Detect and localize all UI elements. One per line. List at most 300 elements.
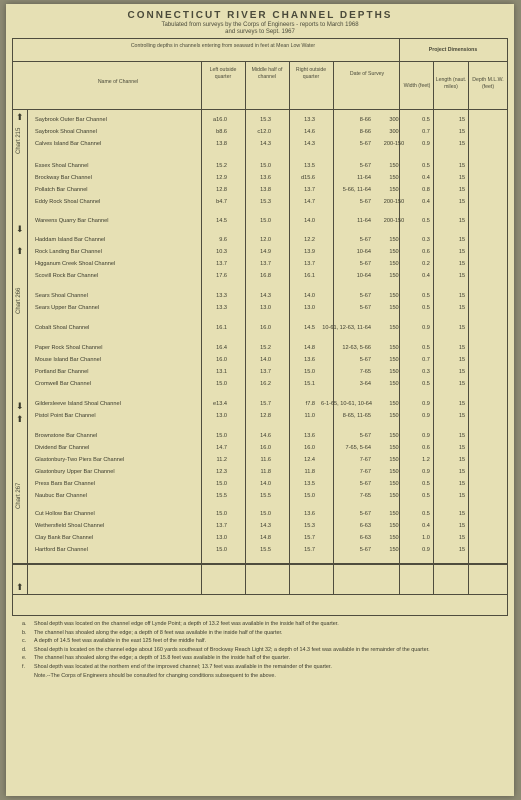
footnote-key: c. — [22, 638, 27, 645]
left-quarter-depth: 15.0 — [216, 433, 227, 439]
survey-date: 12-63, 5-66 — [342, 345, 371, 351]
footnote-text: Shoal depth was located on the channel edge off Lynde Point; a depth of 13.2 feet was available in the inside half of the quarter. — [34, 621, 339, 627]
table-row — [13, 411, 493, 422]
middle-half-depth: 16.0 — [260, 325, 271, 331]
left-quarter-header: Left outside quarter — [209, 67, 237, 80]
right-quarter-header: Right outside quarter — [295, 67, 327, 80]
page-title: CONNECTICUT RIVER CHANNEL DEPTHS — [127, 10, 393, 21]
footnote — [20, 637, 500, 646]
project-length: 0.5 — [422, 305, 430, 311]
right-quarter-depth: 13.7 — [304, 261, 315, 267]
survey-date: 5-67 — [359, 237, 371, 243]
survey-date: 7-65 — [359, 493, 371, 499]
project-length: 0.6 — [422, 249, 430, 255]
project-length: 1.2 — [422, 457, 430, 463]
footnote-text: Note.--The Corps of Engineers should be consulted for changing conditions subsequent to the above. — [34, 672, 276, 679]
left-quarter-depth: 9.6 — [219, 237, 227, 243]
project-width: 150 — [389, 305, 399, 311]
upstream-arrow-icon: ⬆ — [16, 112, 24, 122]
left-quarter-depth: 13.7 — [216, 261, 227, 267]
project-length: 0.4 — [422, 175, 430, 181]
project-width: 150 — [389, 237, 399, 243]
left-quarter-depth: 13.0 — [216, 535, 227, 541]
project-depth: 15 — [458, 493, 466, 499]
right-quarter-depth: 14.7 — [304, 199, 315, 205]
project-depth: 15 — [458, 345, 466, 351]
middle-half-depth: 16.8 — [260, 273, 271, 279]
subtitle-2: and surveys to Sept. 1967 — [225, 29, 295, 35]
project-length: 0.5 — [422, 511, 430, 517]
middle-half-depth: 12.8 — [260, 413, 271, 419]
middle-half-depth: 15.3 — [260, 117, 271, 123]
project-depth: 15 — [458, 305, 466, 311]
right-quarter-depth: 13.7 — [304, 187, 315, 193]
survey-date: 8-65, 11-65 — [342, 413, 371, 419]
table-row — [13, 323, 493, 334]
project-width: 150 — [389, 261, 399, 267]
survey-date: 11-64 — [357, 175, 371, 181]
project-width: 150 — [389, 493, 399, 499]
middle-half-depth: 14.8 — [260, 535, 271, 541]
project-width: 300 — [389, 129, 399, 135]
left-quarter-depth: 13.3 — [216, 293, 227, 299]
channel-name: Brockway Bar Channel — [35, 175, 92, 181]
table-row — [13, 173, 493, 184]
footnotes — [20, 620, 500, 680]
right-quarter-depth: f7.8 — [305, 401, 315, 407]
survey-date: 6-1-65, 10-61, 10-64 — [321, 401, 372, 407]
table-bottom-line — [13, 594, 507, 595]
project-depth: 15 — [458, 413, 466, 419]
project-length: 0.4 — [422, 273, 430, 279]
channel-name: Hartford Bar Channel — [35, 547, 88, 553]
middle-half-depth: 12.0 — [260, 237, 271, 243]
right-quarter-depth: 12.2 — [304, 237, 315, 243]
survey-date: 8-66 — [359, 129, 371, 135]
depth-table — [12, 38, 508, 616]
right-quarter-depth: 12.4 — [304, 457, 315, 463]
middle-half-depth: 14.0 — [260, 481, 271, 487]
project-width: 150 — [389, 523, 399, 529]
survey-date: 5-67 — [359, 199, 371, 205]
footnote-text: Shoal depth was located at the northern end of the improved channel; 13.7 feet was available in the remainder of the quarter. — [34, 663, 332, 670]
right-quarter-depth: 14.8 — [304, 345, 315, 351]
project-length: 0.3 — [422, 237, 430, 243]
channel-name: Sears Upper Bar Channel — [35, 305, 100, 311]
middle-half-depth: 15.2 — [260, 345, 271, 351]
table-row — [13, 521, 493, 532]
right-quarter-depth: 15.7 — [304, 547, 315, 553]
project-width: 200-150 — [383, 218, 405, 224]
right-quarter-depth: 13.0 — [304, 305, 315, 311]
project-depth: 15 — [458, 535, 466, 541]
left-quarter-depth: 13.1 — [216, 369, 227, 375]
project-width: 150 — [389, 547, 399, 553]
depth-header: Depth M.L.W. (feet) — [472, 77, 504, 90]
channel-name: Calves Island Bar Channel — [35, 141, 102, 147]
left-quarter-depth: 15.0 — [216, 511, 227, 517]
left-quarter-depth: 15.0 — [216, 547, 227, 553]
project-depth: 15 — [458, 511, 466, 517]
project-depth: 15 — [458, 293, 466, 299]
project-width: 150 — [389, 175, 399, 181]
downstream-arrow-icon: ⬇ — [16, 401, 24, 411]
middle-half-depth: 16.0 — [260, 445, 271, 451]
survey-date: 7-65, 5-64 — [345, 445, 371, 451]
chart-label-266: Chart 266 — [16, 287, 22, 314]
table-row — [13, 185, 493, 196]
left-quarter-depth: 16.4 — [216, 345, 227, 351]
project-depth: 15 — [458, 369, 466, 375]
project-length: 0.2 — [422, 261, 430, 267]
project-width: 150 — [389, 381, 399, 387]
project-width: 150 — [389, 345, 399, 351]
table-row — [13, 161, 493, 172]
footnote-text: A depth of 14.5 feet was available in the east 125 feet of the middle half. — [34, 638, 207, 645]
table-row — [13, 112, 493, 126]
footnote — [20, 672, 500, 681]
channel-name: Glastonbury Upper Bar Channel — [35, 469, 115, 475]
width-header: Width (feet) — [403, 83, 431, 89]
left-quarter-depth: 15.5 — [216, 493, 227, 499]
middle-half-depth: 11.8 — [260, 469, 271, 475]
left-quarter-depth: 11.2 — [216, 457, 227, 463]
project-depth: 15 — [458, 469, 466, 475]
table-row — [13, 545, 493, 556]
left-quarter-depth: 12.8 — [216, 187, 227, 193]
right-quarter-depth: 13.5 — [304, 481, 315, 487]
left-quarter-depth: 14.5 — [216, 218, 227, 224]
survey-date: 5-67 — [359, 433, 371, 439]
right-quarter-depth: 13.6 — [304, 511, 315, 517]
middle-half-depth: 13.8 — [260, 187, 271, 193]
table-row — [13, 259, 493, 270]
right-quarter-depth: 14.3 — [304, 141, 315, 147]
channel-name: Portland Bar Channel — [35, 369, 89, 375]
right-quarter-depth: 15.0 — [304, 369, 315, 375]
left-quarter-depth: 17.6 — [216, 273, 227, 279]
table-row — [13, 197, 493, 208]
channel-name: Dividend Bar Channel — [35, 445, 90, 451]
project-width: 200-150 — [383, 199, 405, 205]
left-quarter-depth: 12.3 — [216, 469, 227, 475]
middle-half-depth: 16.2 — [260, 381, 271, 387]
project-length: 0.8 — [422, 187, 430, 193]
chart-label-267: Chart 267 — [16, 482, 22, 509]
channel-name: Rock Landing Bar Channel — [35, 249, 102, 255]
footnote — [20, 654, 500, 663]
right-quarter-depth: 13.3 — [304, 117, 315, 123]
survey-date: 11-64 — [357, 218, 371, 224]
project-length: 0.7 — [422, 129, 430, 135]
channel-name: Clay Bank Bar Channel — [35, 535, 94, 541]
table-row — [13, 431, 493, 442]
middle-half-depth: 15.3 — [260, 199, 271, 205]
survey-date: 8-66 — [359, 117, 371, 123]
project-length: 0.3 — [422, 369, 430, 375]
project-depth: 15 — [458, 273, 466, 279]
project-depth: 15 — [458, 218, 466, 224]
left-quarter-depth: 12.9 — [216, 175, 227, 181]
project-width: 150 — [389, 325, 399, 331]
right-quarter-depth: 15.0 — [304, 493, 315, 499]
survey-date: 10-64 — [356, 273, 371, 279]
project-width: 150 — [389, 369, 399, 375]
project-width: 200-150 — [383, 141, 405, 147]
table-row — [13, 379, 493, 390]
project-width: 150 — [389, 413, 399, 419]
table-row — [13, 139, 493, 150]
upstream-arrow-icon: ⬆ — [16, 582, 24, 592]
table-row — [13, 303, 493, 314]
project-length: 0.4 — [422, 523, 430, 529]
footnote-text: The channel has shoaled along the edge; a depth of 15.8 feet was available in the inside half of the quarter. — [34, 655, 290, 662]
project-length: 0.5 — [422, 117, 430, 123]
chart-label-215: Chart 215 — [16, 127, 22, 154]
left-quarter-depth: e13.4 — [213, 401, 227, 407]
left-quarter-depth: 15.0 — [216, 481, 227, 487]
project-length: 0.9 — [422, 141, 430, 147]
left-quarter-depth: 15.2 — [216, 163, 227, 169]
left-quarter-depth: b4.7 — [216, 199, 227, 205]
project-depth: 15 — [458, 401, 466, 407]
channel-name: Brownstone Bar Channel — [35, 433, 98, 439]
project-length: 0.9 — [422, 469, 430, 475]
project-width: 150 — [389, 401, 399, 407]
footnote — [20, 646, 500, 655]
table-row — [13, 533, 493, 544]
footnote-key: a. — [22, 621, 27, 627]
middle-half-depth: 14.6 — [260, 433, 271, 439]
left-quarter-depth: b8.6 — [216, 129, 227, 135]
right-quarter-depth: 15.1 — [304, 381, 315, 387]
middle-half-depth: 15.0 — [260, 511, 271, 517]
middle-half-depth: 14.3 — [260, 293, 271, 299]
survey-date: 6-63 — [359, 535, 371, 541]
project-depth: 15 — [458, 237, 466, 243]
table-row — [13, 247, 493, 258]
footnote-key: d. — [22, 646, 27, 653]
channel-name: Mouse Island Bar Channel — [35, 357, 101, 363]
project-width: 150 — [389, 457, 399, 463]
left-quarter-depth: 16.1 — [216, 325, 227, 331]
project-depth: 15 — [458, 117, 466, 123]
upstream-arrow-icon: ⬆ — [16, 246, 24, 256]
channel-name: Higganum Creek Shoal Channel — [35, 261, 116, 267]
project-length: 0.9 — [422, 325, 430, 331]
right-quarter-depth: d15.6 — [301, 175, 315, 181]
table-row — [13, 271, 493, 282]
middle-half-depth: 13.0 — [260, 305, 271, 311]
left-quarter-depth: 13.3 — [216, 305, 227, 311]
project-width: 150 — [389, 433, 399, 439]
middle-half-depth: 15.0 — [260, 218, 271, 224]
survey-date: 5-67 — [359, 293, 371, 299]
middle-half-depth: 13.7 — [260, 369, 271, 375]
footnote — [20, 629, 500, 638]
middle-half-depth: 13.6 — [260, 175, 271, 181]
right-quarter-depth: 11.8 — [304, 469, 315, 475]
channel-name: Wethersfield Shoal Channel — [35, 523, 105, 529]
survey-date: 5-67 — [359, 261, 371, 267]
project-depth: 15 — [458, 163, 466, 169]
table-row — [13, 367, 493, 378]
channel-name: Cobalt Shoal Channel — [35, 325, 90, 331]
project-length: 0.7 — [422, 357, 430, 363]
project-depth: 15 — [458, 261, 466, 267]
survey-date: 5-67 — [359, 141, 371, 147]
project-depth: 15 — [458, 129, 466, 135]
right-quarter-depth: 14.0 — [304, 218, 315, 224]
channel-name: Pollatch Bar Channel — [35, 187, 88, 193]
channel-name: Scovill Rock Bar Channel — [35, 273, 99, 279]
footnote — [20, 663, 500, 672]
middle-half-depth: 14.3 — [260, 141, 271, 147]
survey-date: 7-67 — [359, 457, 371, 463]
project-depth: 15 — [458, 249, 466, 255]
project-length: 0.9 — [422, 401, 430, 407]
upstream-arrow-icon: ⬆ — [16, 414, 24, 424]
footnote-key: e. — [22, 655, 27, 662]
middle-half-depth: 15.5 — [260, 493, 271, 499]
project-length: 0.5 — [422, 163, 430, 169]
table-row — [13, 467, 493, 478]
right-quarter-depth: 13.6 — [304, 357, 315, 363]
project-depth: 15 — [458, 523, 466, 529]
survey-date: 5-67 — [359, 305, 371, 311]
project-length: 0.5 — [422, 381, 430, 387]
left-quarter-depth: 10.3 — [216, 249, 227, 255]
survey-date: 5-67 — [359, 511, 371, 517]
survey-date: 5-67 — [359, 547, 371, 553]
table-row — [13, 343, 493, 354]
project-length: 0.5 — [422, 293, 430, 299]
project-depth: 15 — [458, 325, 466, 331]
project-length: 0.5 — [422, 481, 430, 487]
right-quarter-depth: 15.7 — [304, 535, 315, 541]
left-quarter-depth: 14.7 — [216, 445, 227, 451]
project-length: 0.5 — [422, 218, 430, 224]
left-quarter-depth: a16.0 — [213, 117, 227, 123]
survey-date: 5-67 — [359, 163, 371, 169]
footnote-text: The channel has shoaled along the edge; a depth of 8 feet was available in the inside half of the quarter. — [34, 629, 283, 636]
middle-half-header: Middle half of channel — [251, 67, 283, 80]
left-quarter-depth: 15.0 — [216, 381, 227, 387]
channel-name: Eddy Rock Shoal Channel — [35, 199, 101, 205]
channel-name: Essex Shoal Channel — [35, 163, 89, 169]
project-depth: 15 — [458, 433, 466, 439]
date-of-survey-header: Date of Survey — [349, 71, 385, 77]
project-length: 0.9 — [422, 413, 430, 419]
survey-date: 3-64 — [359, 381, 371, 387]
survey-date: 5-67 — [359, 481, 371, 487]
right-quarter-depth: 15.3 — [304, 523, 315, 529]
table-row — [13, 399, 493, 410]
subtitle-1: Tabulated from surveys by the Corps of Engineers - reports to March 1968 — [161, 22, 359, 28]
table-row — [13, 291, 493, 302]
project-depth: 15 — [458, 141, 466, 147]
table-row — [13, 479, 493, 490]
downstream-arrow-icon: ⬇ — [16, 224, 24, 234]
right-quarter-depth: 13.5 — [304, 163, 315, 169]
middle-half-depth: 15.5 — [260, 547, 271, 553]
left-quarter-depth: 13.7 — [216, 523, 227, 529]
project-length: 0.4 — [422, 199, 430, 205]
channel-name: Saybrook Outer Bar Channel — [35, 117, 107, 123]
right-quarter-depth: 14.0 — [304, 293, 315, 299]
project-width: 150 — [389, 273, 399, 279]
table-row — [13, 216, 493, 227]
footnote-key: b. — [22, 629, 27, 636]
channel-name: Haddam Island Bar Channel — [35, 237, 106, 243]
right-quarter-depth: 16.1 — [304, 273, 315, 279]
project-width: 150 — [389, 469, 399, 475]
project-depth: 15 — [458, 445, 466, 451]
project-depth: 15 — [458, 547, 466, 553]
middle-half-depth: 13.7 — [260, 261, 271, 267]
project-width: 150 — [389, 357, 399, 363]
project-depth: 15 — [458, 187, 466, 193]
middle-half-depth: c12.0 — [257, 129, 271, 135]
left-quarter-depth: 13.0 — [216, 413, 227, 419]
table-row — [13, 127, 493, 138]
controlling-depths-header: Controlling depths in channels entering from seaward in feet at Mean Low Water — [130, 43, 316, 49]
footnote — [20, 620, 500, 629]
project-length: 1.0 — [422, 535, 430, 541]
right-quarter-depth: 16.0 — [304, 445, 315, 451]
channel-name: Cromwell Bar Channel — [35, 381, 91, 387]
right-quarter-depth: 14.6 — [304, 129, 315, 135]
project-width: 150 — [389, 187, 399, 193]
project-length: 0.9 — [422, 547, 430, 553]
footnote-key: f. — [22, 663, 25, 670]
right-quarter-depth: 13.6 — [304, 433, 315, 439]
middle-half-depth: 14.9 — [260, 249, 271, 255]
table-row — [13, 491, 493, 502]
channel-name: Gildersleeve Island Shoal Channel — [35, 401, 121, 407]
survey-date: 10-64 — [356, 249, 371, 255]
project-width: 150 — [389, 445, 399, 451]
table-row — [13, 235, 493, 246]
survey-date: 5-67 — [359, 357, 371, 363]
name-of-channel-header: Name of Channel — [97, 79, 139, 85]
survey-date: 7-67 — [359, 469, 371, 475]
project-depth: 15 — [458, 381, 466, 387]
project-width: 150 — [389, 511, 399, 517]
right-quarter-depth: 13.9 — [304, 249, 315, 255]
project-depth: 15 — [458, 481, 466, 487]
channel-name: Cut Hollow Bar Channel — [35, 511, 95, 517]
middle-half-depth: 14.0 — [260, 357, 271, 363]
table-row — [13, 509, 493, 520]
project-length: 0.5 — [422, 345, 430, 351]
table-row — [13, 355, 493, 366]
project-width: 150 — [389, 163, 399, 169]
middle-half-depth: 11.6 — [260, 457, 271, 463]
project-length: 0.9 — [422, 433, 430, 439]
project-length: 0.5 — [422, 493, 430, 499]
channel-name: Saybrook Shoal Channel — [35, 129, 97, 135]
survey-date: 5-66, 11-64 — [342, 187, 371, 193]
project-dimensions-header: Project Dimensions — [428, 47, 478, 53]
survey-date: 6-63 — [359, 523, 371, 529]
right-quarter-depth: 11.0 — [304, 413, 315, 419]
project-depth: 15 — [458, 175, 466, 181]
channel-name: Glastonbury-Two Piers Bar Channel — [35, 457, 125, 463]
right-quarter-depth: 14.5 — [304, 325, 315, 331]
left-quarter-depth: 16.0 — [216, 357, 227, 363]
channel-name: Naubuc Bar Channel — [35, 493, 87, 499]
